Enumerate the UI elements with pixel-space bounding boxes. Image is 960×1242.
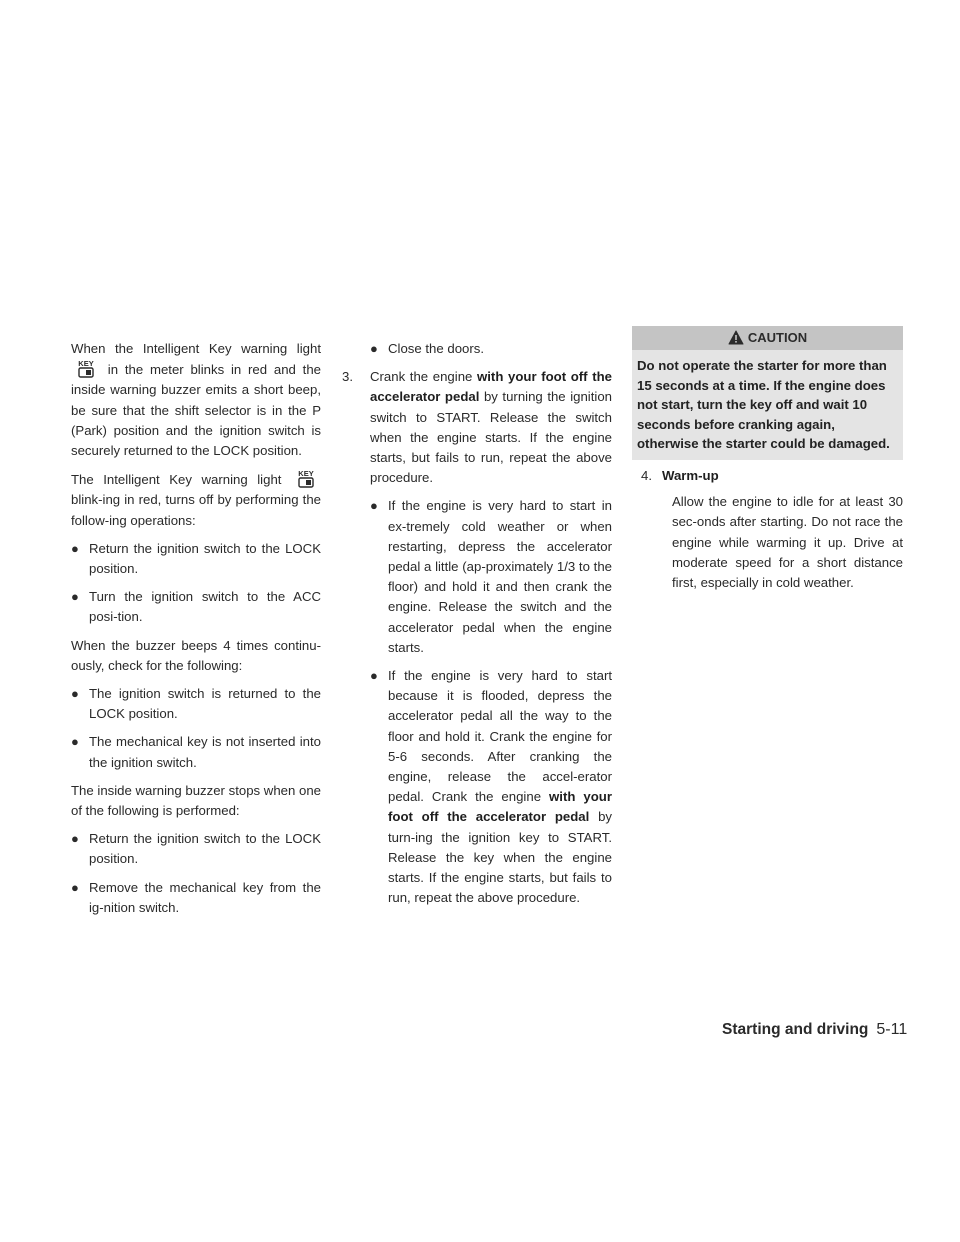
step-number: 4. [641,467,652,483]
bullet-icon: ● [71,589,79,605]
emphasis-text: with your foot off the accelerator pedal [388,789,612,825]
list-item-text: Remove the mechanical key from the ig-nition switch. [89,879,321,915]
list-item [71,878,321,918]
list-item-text: Return the ignition switch to the LOCK position. [89,540,321,577]
step-4-text: Allow the engine to idle for at least 30 sec-onds after starting. Do not race the engine while warming it up. Drive at moderate speed for a short distance first, especially in cold weather. [672,494,903,590]
step-3 [342,367,612,488]
svg-text:KEY: KEY [298,469,314,479]
list-item-text: The ignition switch is returned to the LOCK position. [89,686,321,722]
key-warning-icon [292,469,320,489]
list-item-close-doors [342,339,612,359]
bullet-icon: ● [71,831,79,847]
list-item [71,732,321,772]
text: The Intelligent Key warning light [71,472,282,488]
list-item-text: by turn-ing the ignition key to START. Release the key when the engine starts. If the engine starts, but fails to run, repeat the above procedure. [388,809,612,906]
paragraph-buzzer-beeps: When the buzzer beeps 4 times continu-ously, check for the following: [71,637,321,673]
caution-title: CAUTION [747,330,808,345]
page-number: 5-11 [876,1021,908,1038]
svg-text:KEY: KEY [78,359,94,369]
bullet-icon: ● [370,668,378,684]
list-item-text: If the engine is very hard to start because it is flooded, depress the accelerator pedal all the way to the floor and hold it. Crank the engine for 5-6 seconds. After cranking the engine, release the accel-erator pedal. Crank the engine [388,668,612,805]
step-number: 3. [342,369,353,385]
list-item [71,587,321,627]
column-2 [342,339,612,908]
caution-body: Do not operate the starter for more than 15 seconds at a time. If the engine does not start, turn the key off and wait 10 seconds before cranking again, otherwise the starter could be damaged. [632,350,903,460]
bullet-icon: ● [71,879,79,895]
emphasis-text: with your foot off the accelerator pedal [370,369,612,405]
text: Crank the engine [370,369,473,385]
bullet-icon: ● [71,540,79,556]
list-item-text: If the engine is very hard to start in ex-tremely cold weather or when restarting, depress the accelerator pedal a little (ap-proximately 1/3 to the floor) and hold it and then crank the engine. Release the switch and the accelerator pedal when the engine starts. [388,498,612,655]
caution-header [632,326,903,350]
bullet-icon: ● [71,686,79,702]
list-item-text: Close the doors. [388,341,485,356]
list-item [71,684,321,724]
bullet-icon: ● [370,341,378,356]
list-item [71,539,321,579]
bullet-icon: ● [370,498,378,514]
column-1 [71,339,321,918]
list-item [370,496,612,658]
list-item-text: Turn the ignition switch to the ACC posi-tion. [89,589,321,625]
section-title: Starting and driving [722,1021,869,1038]
paragraph-key-warning-light [71,339,321,461]
list-item-text: The mechanical key is not inserted into the ignition switch. [89,734,321,770]
column-3 [632,330,903,593]
bullet-icon: ● [71,734,79,750]
list-item [71,829,321,869]
text: blink-ing in red, turns off by performing the follow-ing operations: [71,492,321,528]
paragraph-warning-blink [71,469,321,531]
list-item [370,666,612,908]
key-warning-icon [72,359,100,379]
step-title: Warm-up [662,467,719,483]
paragraph-buzzer-stops: The inside warning buzzer stops when one of the following is performed: [71,782,321,819]
step-4 [632,466,903,486]
list-item-text: Return the ignition switch to the LOCK position. [89,831,321,867]
text: in the meter blinks in red and the inside warning buzzer emits a short beep, be sure that the shift selector is in the P (Park) position and the ignition switch is securely returned to the LOCK position. [71,362,321,459]
text: by turning the ignition switch to START. Release the switch when the engine starts. If the engine starts, but fails to run, repeat the above procedure. [370,389,612,486]
text: When the Intelligent Key warning light [71,341,321,356]
page-footer [722,1020,907,1040]
warning-triangle-icon [728,329,744,353]
